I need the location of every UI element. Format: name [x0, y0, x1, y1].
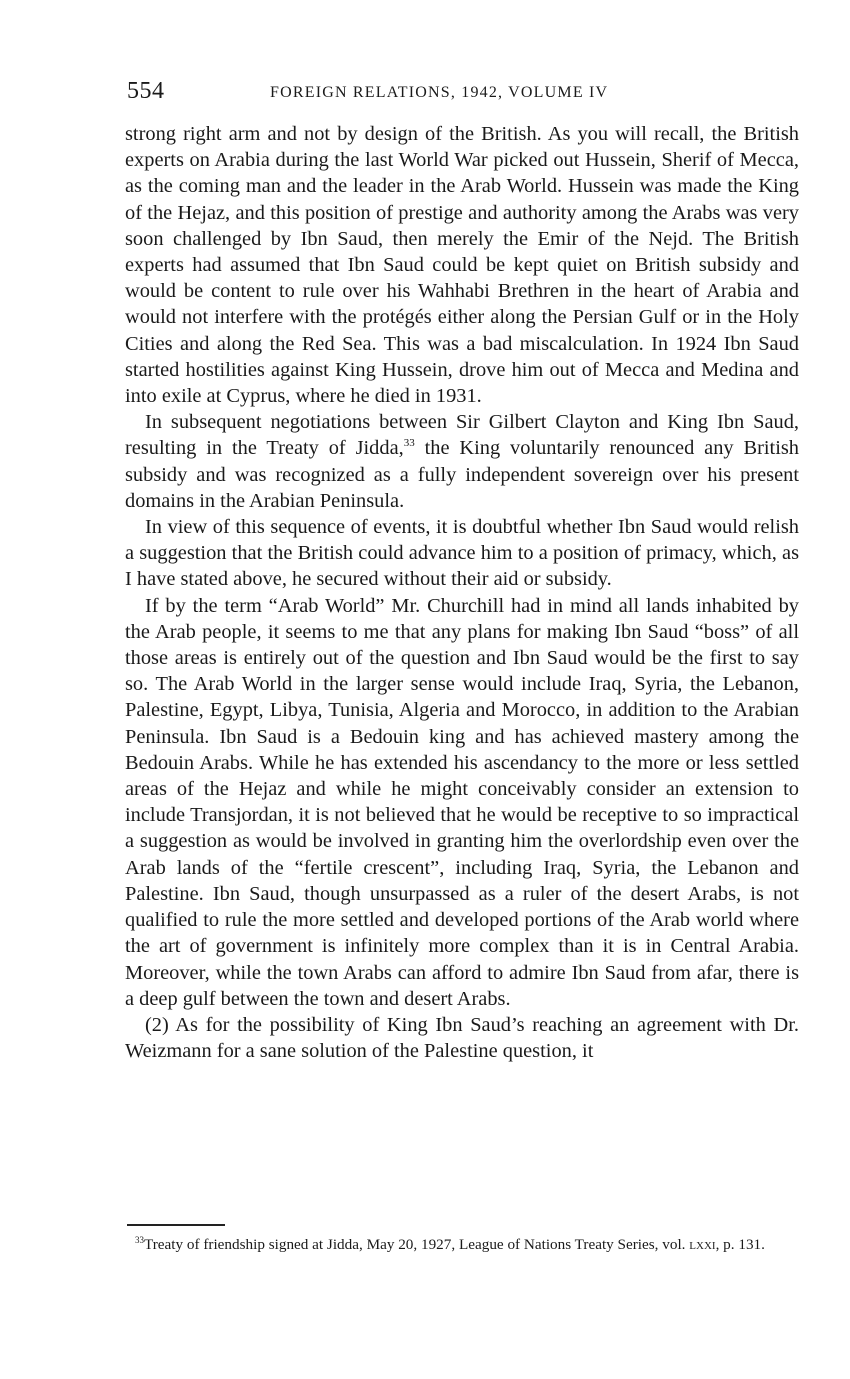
footnote-divider: [127, 1224, 225, 1226]
paragraph-2: [125, 409, 799, 514]
page-header: [127, 78, 799, 108]
paragraph-5: (2) As for the possibility of King Ibn Saud’s reaching an agreement with Dr. Weizmann for a sane solution of the Palestine question, it: [125, 1013, 799, 1063]
paragraph-2-text-before: In subsequent negotiations between Sir Gilbert Clayton and King Ibn Saud, resulting in the Treaty of Jidda,: [125, 411, 799, 460]
paragraph-1: strong right arm and not by design of the British. As you will recall, the British experts on Arabia during the last World War picked out Hussein, Sherif of Mecca, as the coming man and the leader in the Arab World. Hussein was made the King of the Hejaz, and this position of prestige and authority among the Arabs was very soon challenged by Ibn Saud, then merely the Emir of the Nejd. The British experts had assumed that Ibn Saud could be kept quiet on British subsidy and would be content to rule over his Wahhabi Brethren in the heart of Arabia and would not interfere with the protégés either along the Persian Gulf or in the Holy Cities and along the Red Sea. This was a bad miscalculation. In 1924 Ibn Saud started hostilities against King Hussein, drove him out of Mecca and Medina and into exile at Cyprus, where he died in 1931.: [125, 123, 799, 408]
footnote-text-before: Treaty of friendship signed at Jidda, May 20, 1927, League of Nations Treaty Series, vol.: [144, 1236, 690, 1253]
paragraph-3: In view of this sequence of events, it is doubtful whether Ibn Saud would relish a suggestion that the British could advance him to a position of primacy, which, as I have stated above, he secured without their aid or subsidy.: [125, 516, 799, 591]
page-number: 554: [127, 78, 165, 104]
running-head: FOREIGN RELATIONS, 1942, VOLUME IV: [270, 84, 609, 101]
footnote: [127, 1236, 795, 1254]
footnote-text-after: , p. 131.: [715, 1236, 765, 1253]
paragraph-4: If by the term “Arab World” Mr. Churchill had in mind all lands inhabited by the Arab people, it seems to me that any plans for making Ibn Saud “boss” of all those areas is entirely out of the question and Ibn Saud would be the first to say so. The Arab World in the larger sense would include Iraq, Syria, the Lebanon, Palestine, Egypt, Libya, Tunisia, Algeria and Morocco, in addition to the Arabian Peninsula. Ibn Saud is a Bedouin king and has achieved mastery among the Bedouin Arabs. While he has extended his ascendancy to the more or less settled areas of the Hejaz and while he might conceivably consider an extension to include Transjordan, it is not believed that he would be receptive to so impractical a suggestion as would be involved in granting him the overlordship even over the Arab lands of the “fertile crescent”, including Iraq, Syria, the Lebanon and Palestine. Ibn Saud, though unsurpassed as a ruler of the desert Arabs, is not qualified to rule the more settled and developed portions of the Arab world where the art of government is infinitely more complex than it is in Central Arabia. Moreover, while the town Arabs can afford to admire Ibn Saud from afar, there is a deep gulf between the town and desert Arabs.: [125, 594, 799, 1010]
footnote-number: 33: [135, 1235, 144, 1245]
body-text: [125, 121, 799, 1064]
footnote-reference: 33: [403, 437, 415, 450]
footnote-volume: lxxi: [689, 1236, 716, 1253]
paragraph-2-text-after: the King voluntarily renounced any British subsidy and was recognized as a fully independent sovereign over his present domains in the Arabian Peninsula.: [125, 437, 799, 512]
